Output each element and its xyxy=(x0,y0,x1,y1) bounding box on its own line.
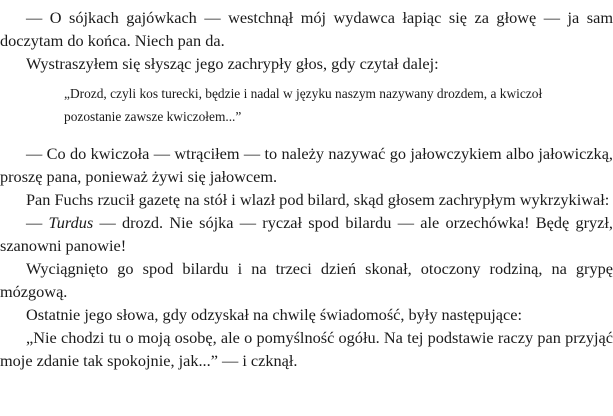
paragraph-last-words: „Nie chodzi tu o moją osobę, ale o pomyślność ogółu. Na tej podstawie raczy pan przyjąć moje zdanie tak spokojnie, jak...” — i czknął. xyxy=(0,328,613,370)
paragraph-last-words-intro: Ostatnie jego słowa, gdy odzyskał na chwilę świadomość, były następujące: xyxy=(26,305,523,324)
turdus-italic: Turdus xyxy=(48,213,94,232)
paragraph-fuchs-billiard: Pan Fuchs rzucił gazetę na stół i wlazł pod bilard, skąd głosem zachrypłym wykrzykiwał: xyxy=(26,190,610,209)
paragraph-kwiczol: — Co do kwiczoła — wtrąciłem — to należy nazywać go jałowczykiem albo jałowiczką, proszę pana, ponieważ żywi się jałowcem. xyxy=(0,144,613,186)
paragraph-turdus xyxy=(0,211,613,257)
quoted-passage-drozd: „Drozd, czyli kos turecki, będzie i nadal w języku naszym nazywany drozdem, a kwiczoł pozostanie zawsze kwiczołem...” xyxy=(64,86,543,124)
paragraph-frightened: Wystraszyłem się słysząc jego zachrypły głos, gdy czytał dalej: xyxy=(26,54,439,73)
turdus-dash: — xyxy=(26,213,49,232)
turdus-rest: — drozd. Nie sójka — ryczał spod bilardu — ale orzechówka! Będę gryzł, szanowni panowie! xyxy=(0,213,613,255)
paragraph-publisher-sigh: — O sójkach gajówkach — westchnął mój wydawca łapiąc się za głowę — ja sam doczytam do końca. Niech pan da. xyxy=(0,8,613,50)
paragraph-died: Wyciągnięto go spod bilardu i na trzeci dzień skonał, otoczony rodziną, na grypę mózgową. xyxy=(0,259,613,301)
